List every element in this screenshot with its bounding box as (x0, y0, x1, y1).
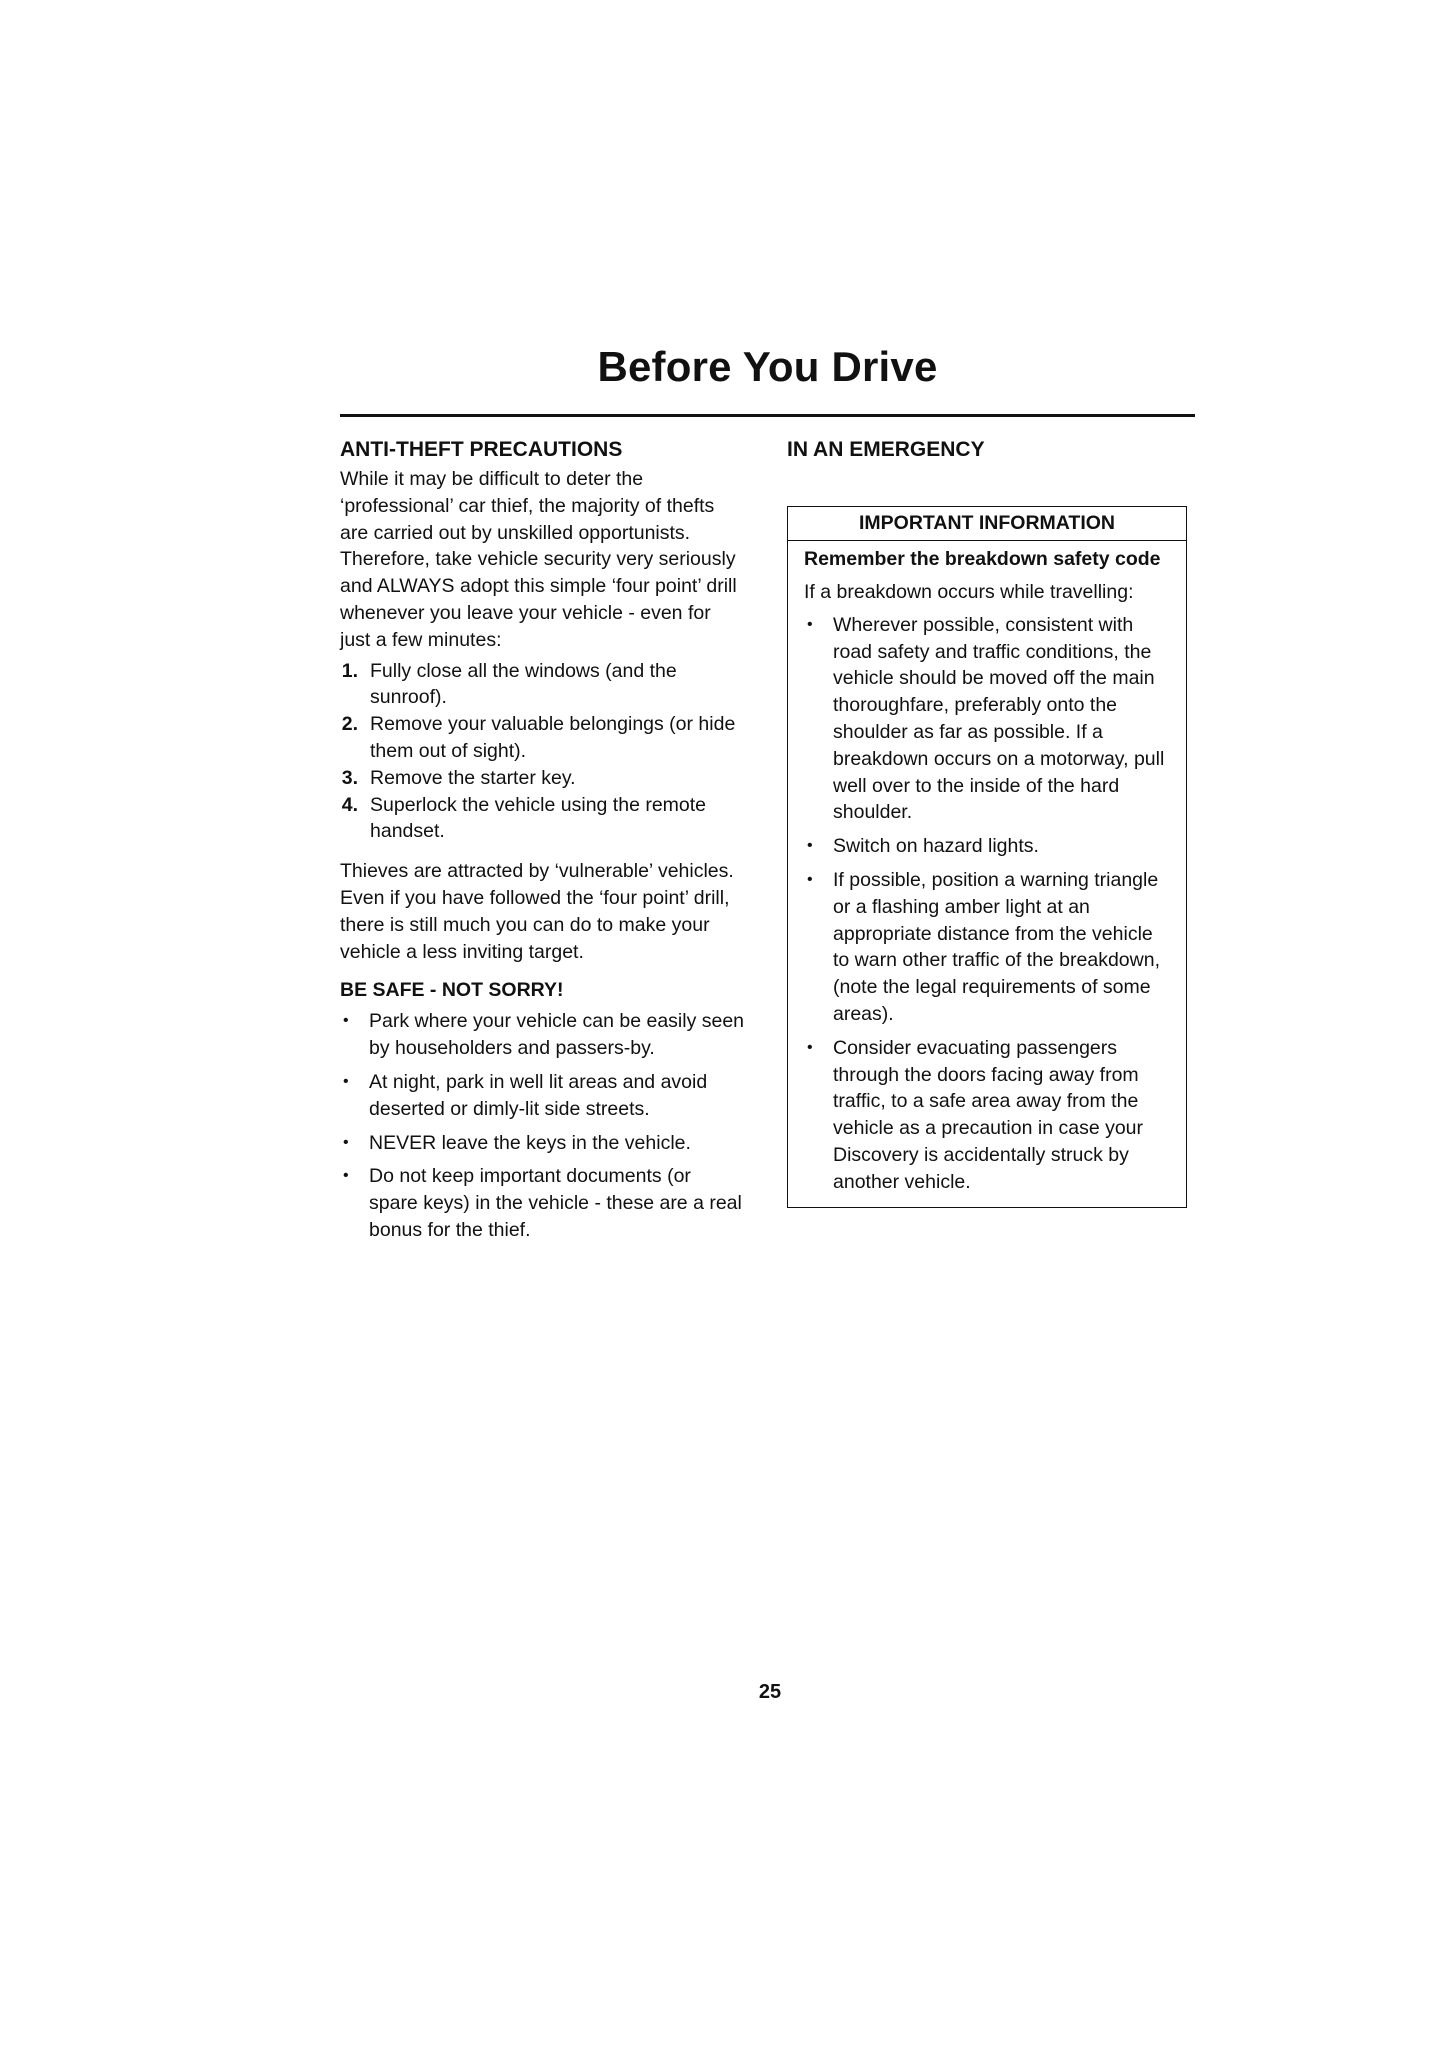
anti-theft-intro: While it may be difficult to deter the ‘professional’ car thief, the majority of thefts are carried out by unskilled opportunists. Therefore, take vehicle security very seriously and ALWAYS adopt this simple ‘four point’ drill whenever you leave your vehicle - even for just a few minutes: (340, 468, 737, 651)
anti-theft-outro: Thieves are attracted by ‘vulnerable’ vehicles. Even if you have followed the ‘four point’ drill, there is still much you can do to make your vehicle a less inviting target. (340, 860, 734, 963)
step-number: 2. (341, 713, 358, 736)
safety-item-text: If possible, position a warning triangle or a flashing amber light at an appropriate distance from the vehicle to warn other traffic of the breakdown, (note the legal requirements of some areas). (833, 868, 1160, 1025)
anti-theft-heading: ANTI-THEFT PRECAUTIONS (340, 438, 623, 461)
list-item (340, 1069, 745, 1123)
breakdown-intro: If a breakdown occurs while travelling: (804, 581, 1134, 603)
list-item (340, 1163, 745, 1243)
breakdown-safety-list (804, 612, 1170, 1196)
list-item (804, 867, 1170, 1028)
page-number: 25 (758, 1681, 782, 1703)
bullet-icon: • (807, 1038, 813, 1056)
list-item (340, 1008, 745, 1062)
list-item (340, 765, 745, 792)
step-text: Remove the starter key. (370, 766, 576, 789)
bullet-icon: • (807, 615, 813, 633)
list-item (804, 833, 1170, 860)
list-item (340, 792, 745, 846)
tip-text: Do not keep important documents (or spare keys) in the vehicle - these are a real bonus for the thief. (369, 1165, 742, 1241)
bullet-icon: • (807, 870, 813, 888)
step-number: 4. (341, 793, 358, 816)
title-divider (340, 414, 1195, 417)
tip-text: NEVER leave the keys in the vehicle. (369, 1131, 691, 1154)
bullet-icon: • (343, 1167, 349, 1185)
list-item (340, 1130, 745, 1157)
page-title: Before You Drive (597, 343, 938, 390)
list-item (804, 612, 1170, 826)
safety-item-text: Wherever possible, consistent with road safety and traffic conditions, the vehicle should be moved off the main thoroughfare, preferably onto the shoulder as far as possible. If a breakdown occurs on a motorway, pull well over to the inside of the hard shoulder. (833, 613, 1165, 824)
bullet-icon: • (343, 1072, 349, 1090)
emergency-section (787, 438, 1187, 1208)
step-number: 3. (341, 766, 358, 789)
four-point-drill-list (340, 658, 745, 846)
bullet-icon: • (343, 1133, 349, 1151)
step-text: Superlock the vehicle using the remote handset. (370, 793, 707, 843)
emergency-heading: IN AN EMERGENCY (787, 438, 985, 461)
tip-text: At night, park in well lit areas and avoid deserted or dimly-lit side streets. (369, 1070, 708, 1120)
list-item (804, 1035, 1170, 1196)
be-safe-list (340, 1008, 745, 1243)
important-information-title: IMPORTANT INFORMATION (788, 507, 1186, 541)
important-information-box (787, 506, 1187, 1208)
be-safe-heading: BE SAFE - NOT SORRY! (340, 979, 564, 1002)
step-text: Remove your valuable belongings (or hide them out of sight). (370, 713, 736, 762)
bullet-icon: • (343, 1012, 349, 1030)
list-item (340, 711, 745, 765)
step-number: 1. (341, 659, 358, 682)
breakdown-code-subtitle: Remember the breakdown safety code (804, 548, 1161, 570)
anti-theft-section (340, 438, 745, 1251)
step-text: Fully close all the windows (and the sunroof). (370, 659, 677, 709)
bullet-icon: • (807, 837, 813, 855)
safety-item-text: Consider evacuating passengers through the doors facing away from traffic, to a safe area away from the vehicle as a precaution in case your Discovery is accidentally struck by another vehicle. (833, 1036, 1144, 1193)
list-item (340, 658, 745, 712)
tip-text: Park where your vehicle can be easily seen by householders and passers-by. (369, 1010, 745, 1060)
safety-item-text: Switch on hazard lights. (833, 835, 1039, 858)
